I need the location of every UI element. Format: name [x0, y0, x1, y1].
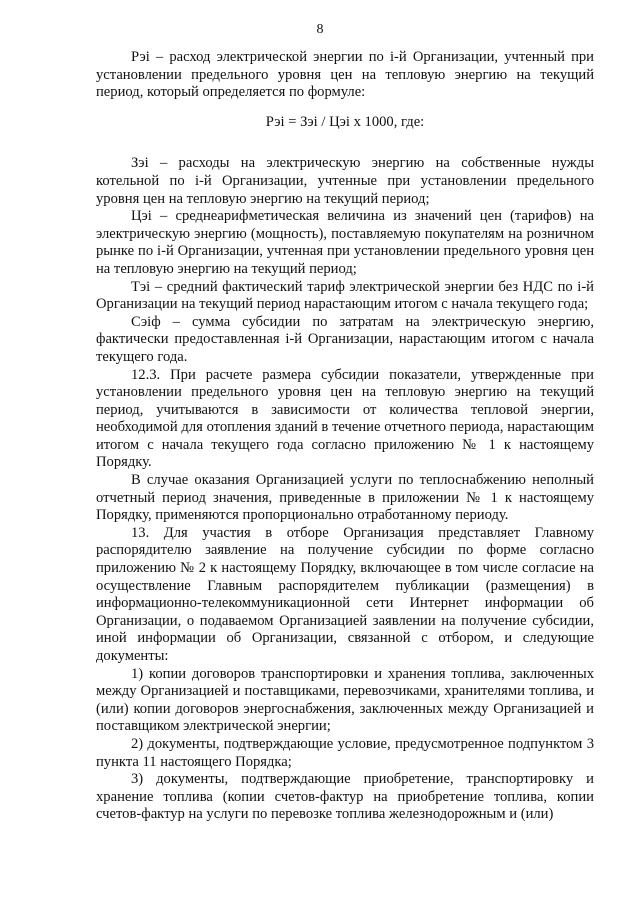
list-item-3: 3) документы, подтверждающие приобретение, транспортировку и хранение топлива (копии счетов-фактур на приобретение топлива, копии счетов-фактур на услуги по перевозке топлива железнодорожным и (или)	[96, 771, 594, 823]
formula: Рэі = Зэі / Цэі х 1000, где:	[265, 113, 425, 130]
spacer	[96, 145, 594, 155]
paragraph-tei-definition: Тэі – средний фактический тариф электрической энергии без НДС по і-й Организации на текущий период нарастающим итогом с начала текущего года;	[96, 278, 594, 313]
page-number: 8	[316, 22, 324, 37]
document-body	[96, 49, 594, 824]
paragraph-13: 13. Для участия в отборе Организация представляет Главному распорядителю заявление на получение субсидии по форме согласно приложению № 2 к настоящему Порядку, включающее в том числе согласие на осуществление Главным распорядителем публикации (размещения) в информационно-телекоммуникационной сети Интернет информации об Организации, о подаваемом Организацией заявлении на получение субсидии, иной информации об Организации, связанной с отбором, и следующие документы:	[96, 524, 594, 664]
paragraph-tsei-definition: Цэі – среднеарифметическая величина из значений цен (тарифов) на электрическую энергию (мощность), поставляемую покупателям на розничном рынке по і-й Организации, учтенная при установлении предельного уровня цен на тепловую энергию на текущий период;	[96, 208, 594, 277]
paragraph-12-3: 12.3. При расчете размера субсидии показатели, утвержденные при установлении предельного уровня цен на тепловую энергию на текущий период, учитываются в зависимости от количества тепловой энергии, необходимой для отопления зданий в течение отчетного периода, нарастающим итогом с начала текущего года согласно приложению № 1 к настоящему Порядку.	[96, 366, 594, 471]
list-item-1: 1) копии договоров транспортировки и хранения топлива, заключенных между Организацией и поставщиками, перевозчиками, хранителями топлива, и (или) копии договоров энергоснабжения, заключенных между Организацией и поставщиком электрической энергии;	[96, 665, 594, 735]
paragraph-incomplete-period: В случае оказания Организацией услуги по теплоснабжению неполный отчетный период значения, приведенные в приложении № 1 к настоящему Порядку, применяются пропорционально отработанному периоду.	[96, 472, 594, 524]
list-item-2: 2) документы, подтверждающие условие, предусмотренное подпунктом 3 пункта 11 настоящего Порядка;	[96, 735, 594, 770]
paragraph-seif-definition: Сэіф – сумма субсидии по затратам на электрическую энергию, фактически предоставленная і-й Организации, нарастающим итогом с начала текущего года.	[96, 313, 594, 365]
paragraph-rei-definition: Рэі – расход электрической энергии по і-й Организации, учтенный при установлении предельного уровня цен на тепловую энергию на текущий период, который определяется по формуле:	[96, 49, 594, 101]
paragraph-zei-definition: Зэі – расходы на электрическую энергию на собственные нужды котельной по і-й Организации, учтенные при установлении предельного уровня цен на тепловую энергию на текущий период;	[96, 155, 594, 207]
